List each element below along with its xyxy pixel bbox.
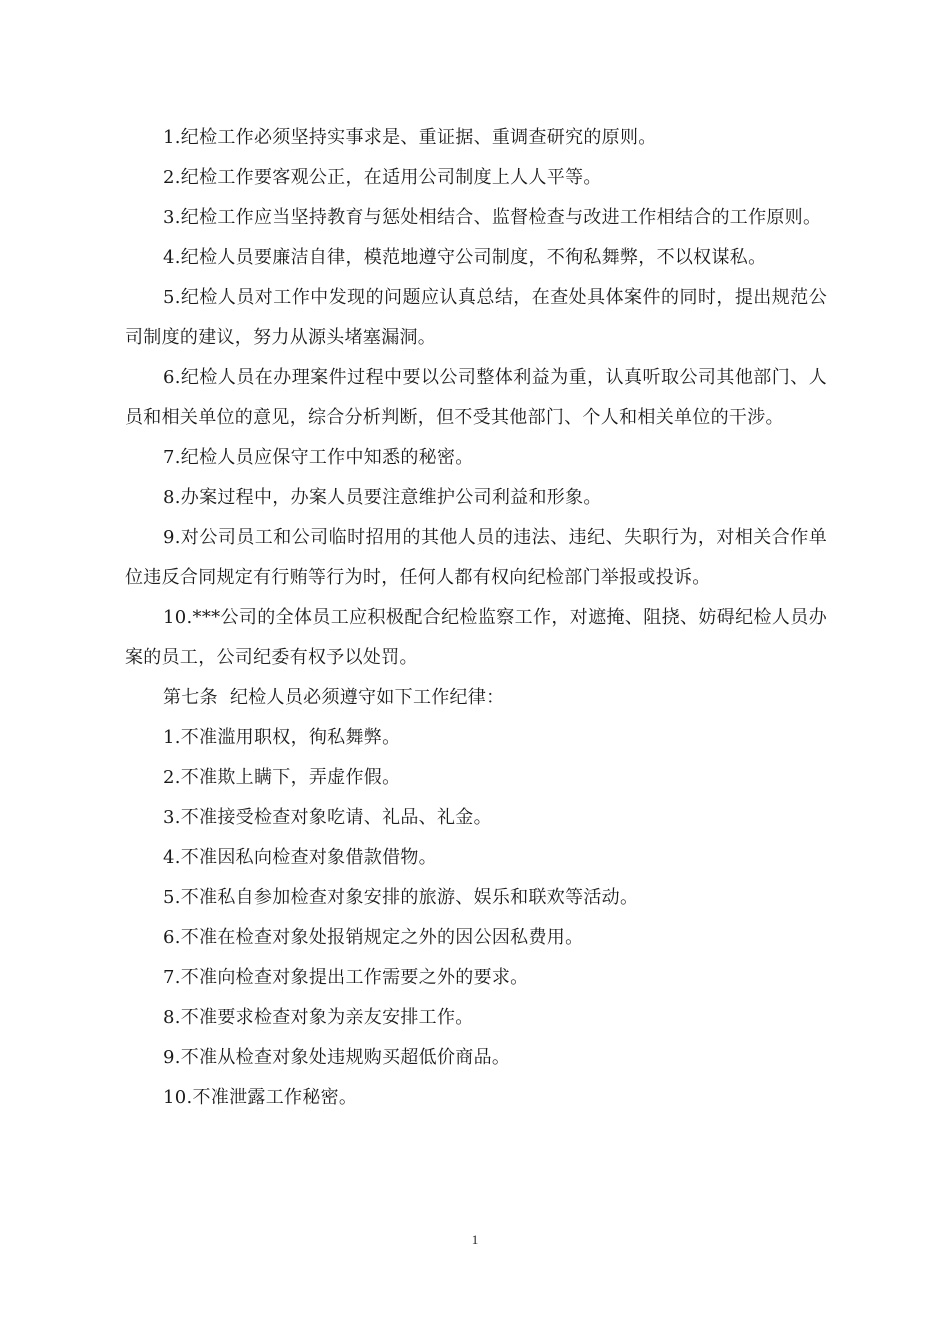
discipline-item-2: 2.不准欺上瞒下，弄虚作假。: [163, 767, 401, 788]
paragraph-10: 10.***公司的全体员工应积极配合纪检监察工作，对遮掩、阻挠、妨碍纪检人员办案的员工，公司纪委有权予以处罚。: [125, 607, 827, 668]
document-body: [125, 118, 827, 1118]
discipline-item-3: 3.不准接受检查对象吃请、礼品、礼金。: [163, 807, 492, 828]
paragraph-3: 3.纪检工作应当坚持教育与惩处相结合、监督检查与改进工作相结合的工作原则。: [163, 207, 822, 228]
paragraph-6: 6.纪检人员在办理案件过程中要以公司整体利益为重，认真听取公司其他部门、人员和相关单位的意见，综合分析判断，但不受其他部门、个人和相关单位的干涉。: [125, 367, 827, 428]
discipline-item-7: 7.不准向检查对象提出工作需要之外的要求。: [163, 967, 529, 988]
paragraph-1: 1.纪检工作必须坚持实事求是、重证据、重调查研究的原则。: [163, 127, 657, 148]
paragraph-4: 4.纪检人员要廉洁自律，模范地遵守公司制度，不徇私舞弊，不以权谋私。: [163, 247, 767, 268]
discipline-item-8: 8.不准要求检查对象为亲友安排工作。: [163, 1007, 474, 1028]
article-7-heading: 第七条 纪检人员必须遵守如下工作纪律：: [163, 687, 505, 708]
paragraph-5: 5.纪检人员对工作中发现的问题应认真总结，在查处具体案件的同时，提出规范公司制度的建议，努力从源头堵塞漏洞。: [125, 287, 827, 348]
discipline-item-6: 6.不准在检查对象处报销规定之外的因公因私费用。: [163, 927, 584, 948]
page-number: 1: [471, 1232, 479, 1247]
discipline-item-5: 5.不准私自参加检查对象安排的旅游、娱乐和联欢等活动。: [163, 887, 639, 908]
paragraph-9: 9.对公司员工和公司临时招用的其他人员的违法、违纪、失职行为，对相关合作单位违反合同规定有行贿等行为时，任何人都有权向纪检部门举报或投诉。: [125, 527, 827, 588]
paragraph-2: 2.纪检工作要客观公正，在适用公司制度上人人平等。: [163, 167, 602, 188]
discipline-item-9: 9.不准从检查对象处违规购买超低价商品。: [163, 1047, 511, 1068]
discipline-item-10: 10.不准泄露工作秘密。: [163, 1087, 358, 1108]
paragraph-8: 8.办案过程中，办案人员要注意维护公司利益和形象。: [163, 487, 602, 508]
discipline-item-1: 1.不准滥用职权，徇私舞弊。: [163, 727, 401, 748]
discipline-item-4: 4.不准因私向检查对象借款借物。: [163, 847, 437, 868]
paragraph-7: 7.纪检人员应保守工作中知悉的秘密。: [163, 447, 474, 468]
